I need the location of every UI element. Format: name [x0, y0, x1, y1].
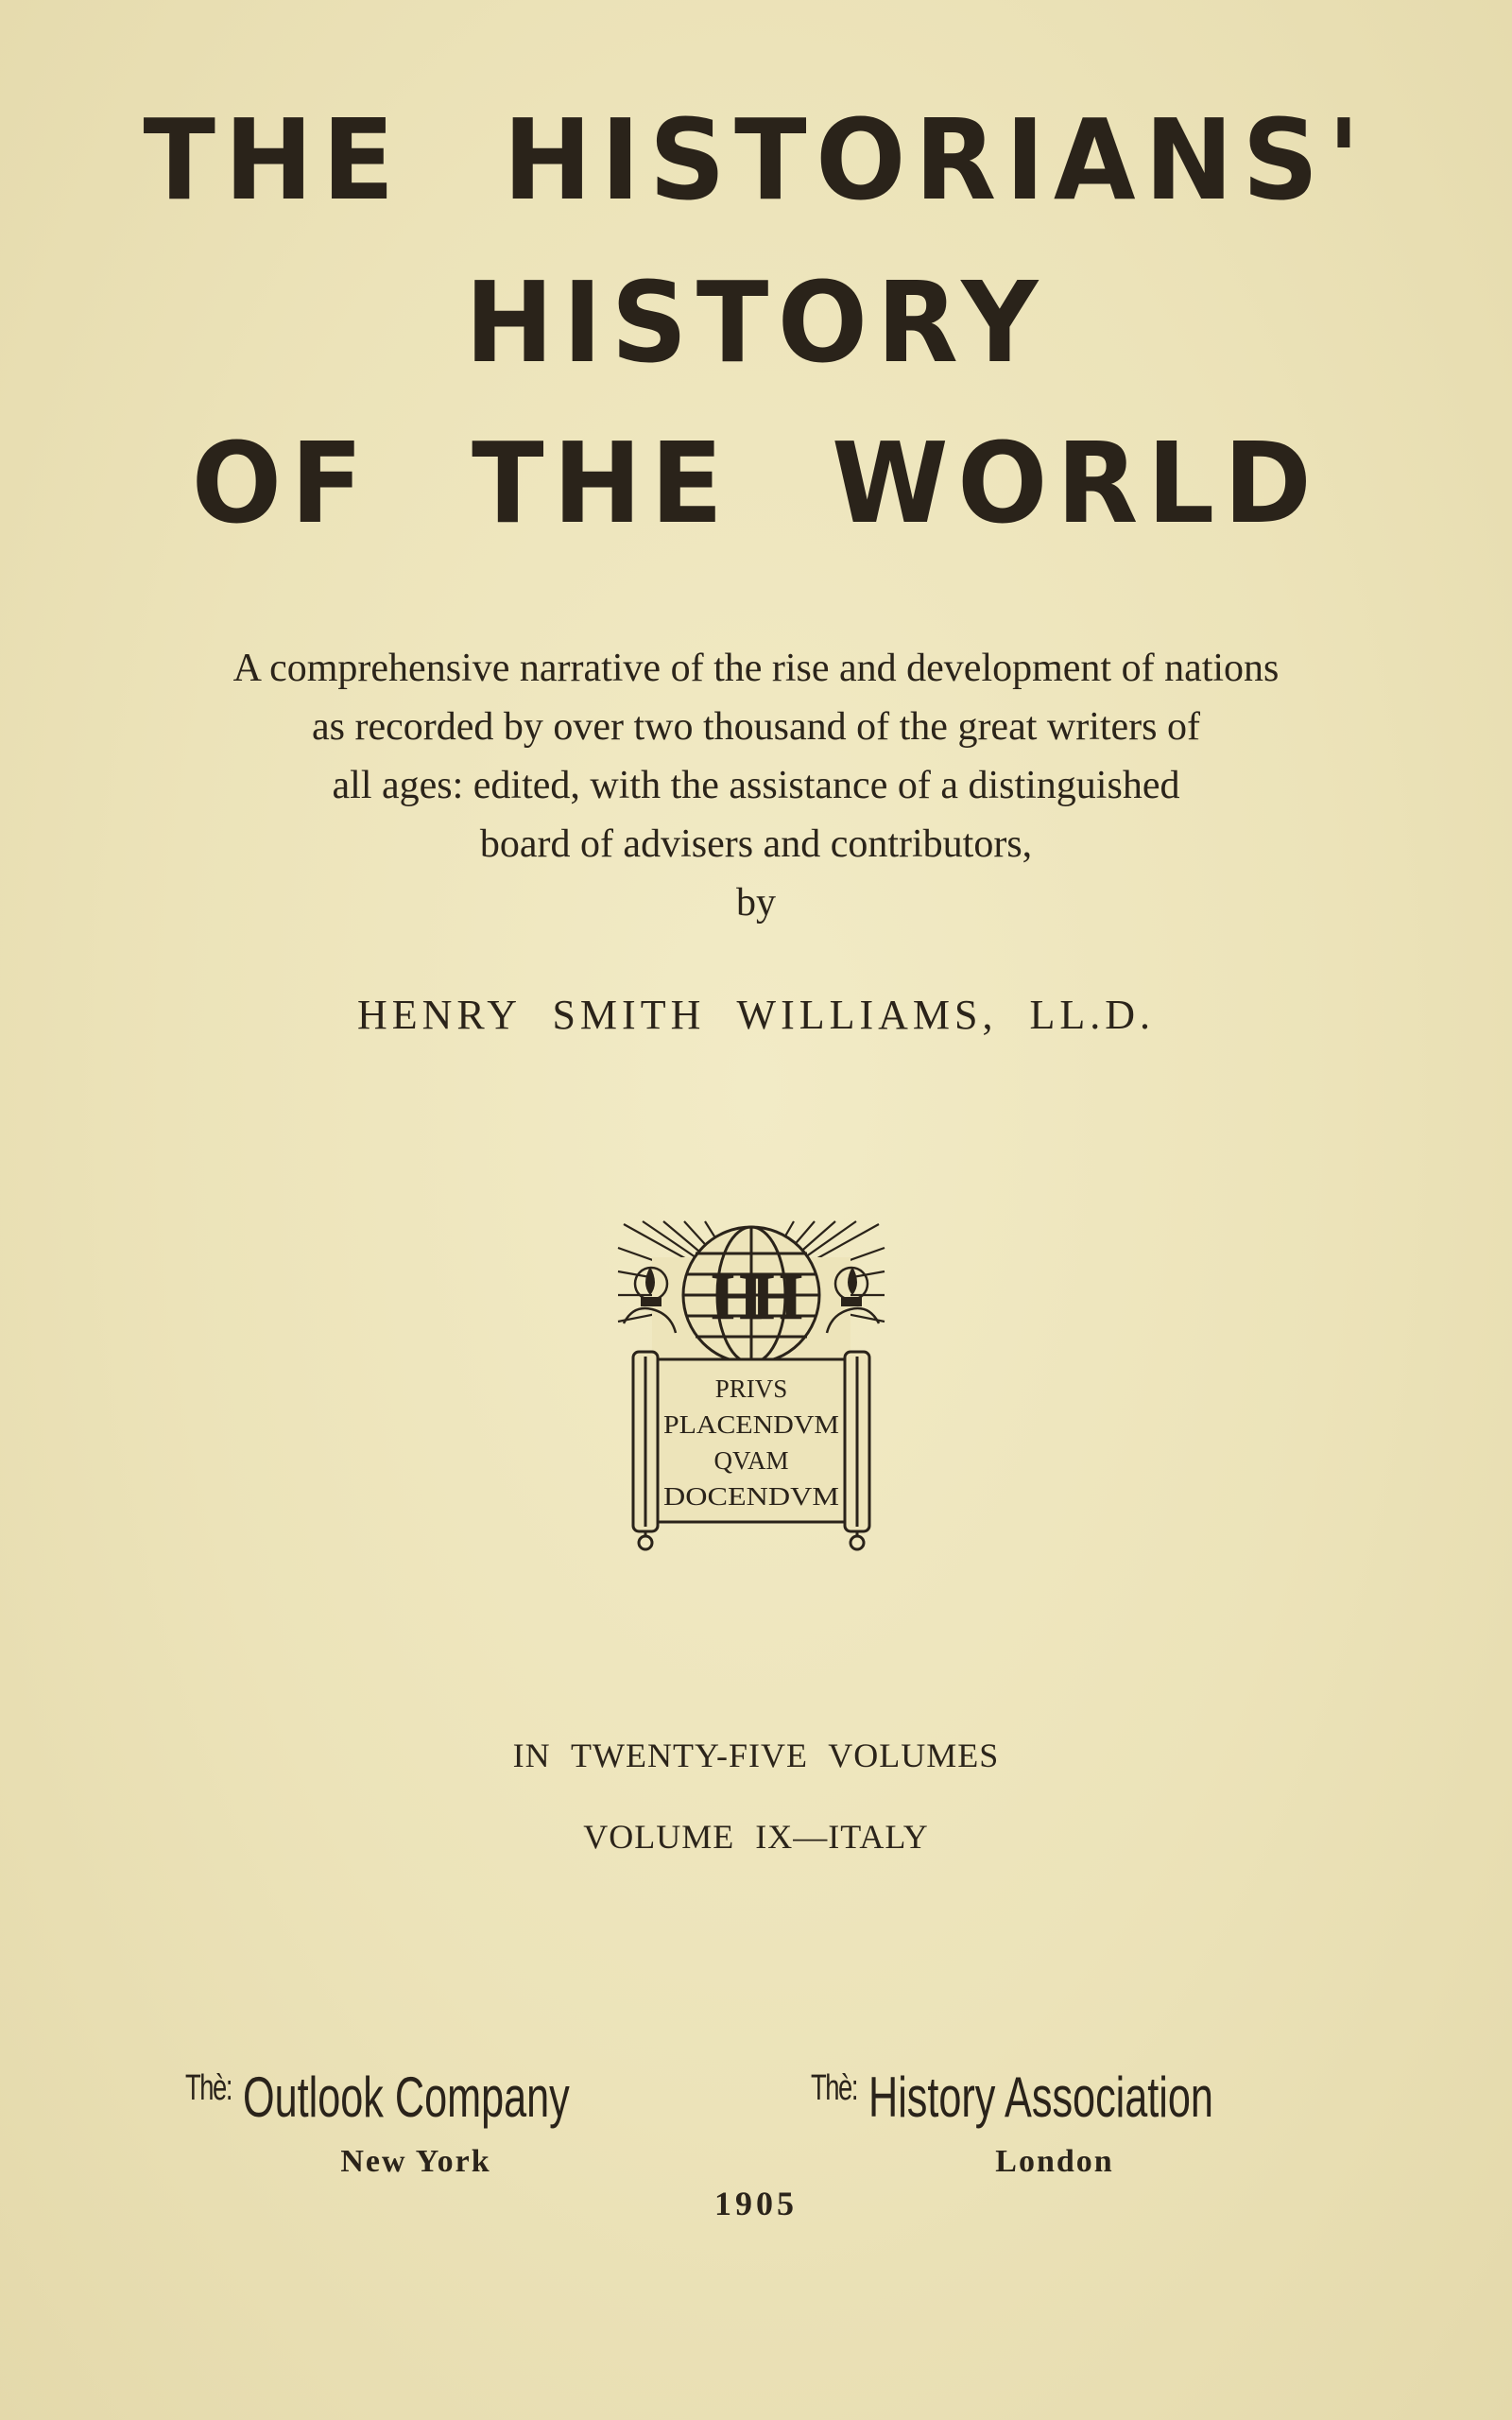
subtitle-line-4: board of advisers and contributors,	[479, 822, 1033, 866]
volumes-count: IN TWENTY-FIVE VOLUMES	[512, 1737, 1000, 1774]
subtitle-by: by	[736, 881, 776, 925]
publisher-city-1: New York	[340, 2144, 491, 2179]
subtitle-line-3: all ages: edited, with the assistance of a distinguished	[332, 764, 1180, 807]
publisher-emblem-icon	[614, 1219, 888, 1560]
title-line-2: HISTORY	[465, 257, 1047, 388]
emblem-motto-2: PLACENDVM	[663, 1410, 839, 1439]
title-line-1: THE HISTORIANS'	[143, 95, 1369, 225]
publication-year: 1905	[714, 2185, 798, 2222]
subtitle-line-2: as recorded by over two thousand of the great writers of	[311, 705, 1201, 749]
publisher-city-2: London	[995, 2144, 1114, 2179]
subtitle-line-1: A comprehensive narrative of the rise and development of nations	[232, 647, 1280, 690]
emblem-monogram: HH	[711, 1261, 792, 1334]
publisher-prefix-1: Thè:	[185, 2068, 232, 2108]
publisher-prefix-2: Thè:	[811, 2068, 857, 2108]
emblem-motto-1: PRIVS	[714, 1374, 788, 1403]
publisher-label-2: History Association	[868, 2066, 1213, 2129]
publisher-name-1	[185, 2065, 570, 2130]
title-line-3: OF THE WORLD	[191, 418, 1321, 548]
emblem-motto-3: QVAM	[713, 1446, 789, 1475]
publisher-label-1: Outlook Company	[242, 2066, 570, 2129]
publisher-name-2	[811, 2065, 1213, 2130]
volume-title: VOLUME IX—ITALY	[583, 1818, 929, 1856]
author-name: HENRY SMITH WILLIAMS, LL.D.	[356, 992, 1156, 1038]
emblem-motto-4: DOCENDVM	[663, 1482, 839, 1511]
